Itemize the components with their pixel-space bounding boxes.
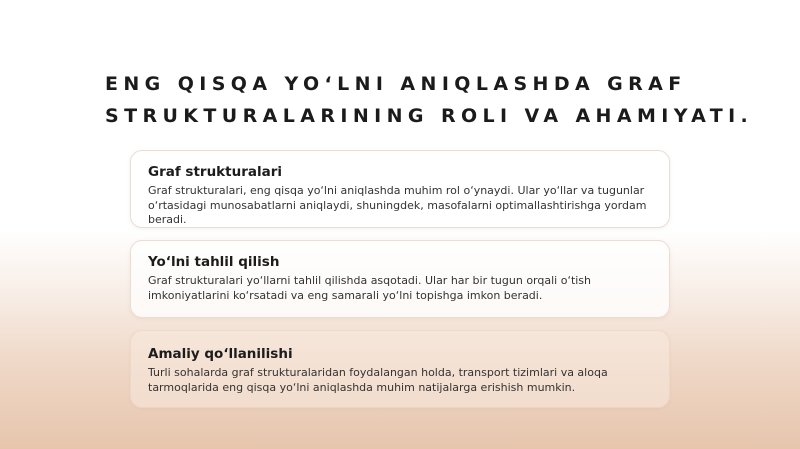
slide-title: ENG QISQA YO‘LNI ANIQLASHDA GRAF STRUKTURALARINING ROLI VA AHAMIYATI. [105,73,754,127]
card-amaliy-qollanilishi [130,330,670,408]
card-text: Graf strukturalari yo‘llarni tahlil qilishda asqotadi. Ular har bir tugun orqali o‘tish imkoniyatlarini ko‘rsatadi va eng samarali yo‘lni topishga imkon beradi. [148,274,592,302]
card-title: Yo‘lni tahlil qilish [148,254,280,270]
card-graf-strukturalari [130,150,670,228]
card-text: Turli sohalarda graf strukturalaridan foydalangan holda, transport tizimlari va aloqa tarmoqlarida eng qisqa yo‘lni aniqlashda muhim natijalarga erishish mumkin. [148,366,608,394]
card-title: Amaliy qo‘llanilishi [148,346,293,362]
card-text: Graf strukturalari, eng qisqa yo‘lni aniqlashda muhim rol o‘ynaydi. Ular yo‘llar va tugunlar o‘rtasidagi munosabatlarni aniqlaydi, shuningdek, masofalarni optimallashtirishga yordam beradi. [148,184,647,226]
card-yolni-tahlil-qilish [130,240,670,318]
card-title: Graf strukturalari [148,164,283,180]
